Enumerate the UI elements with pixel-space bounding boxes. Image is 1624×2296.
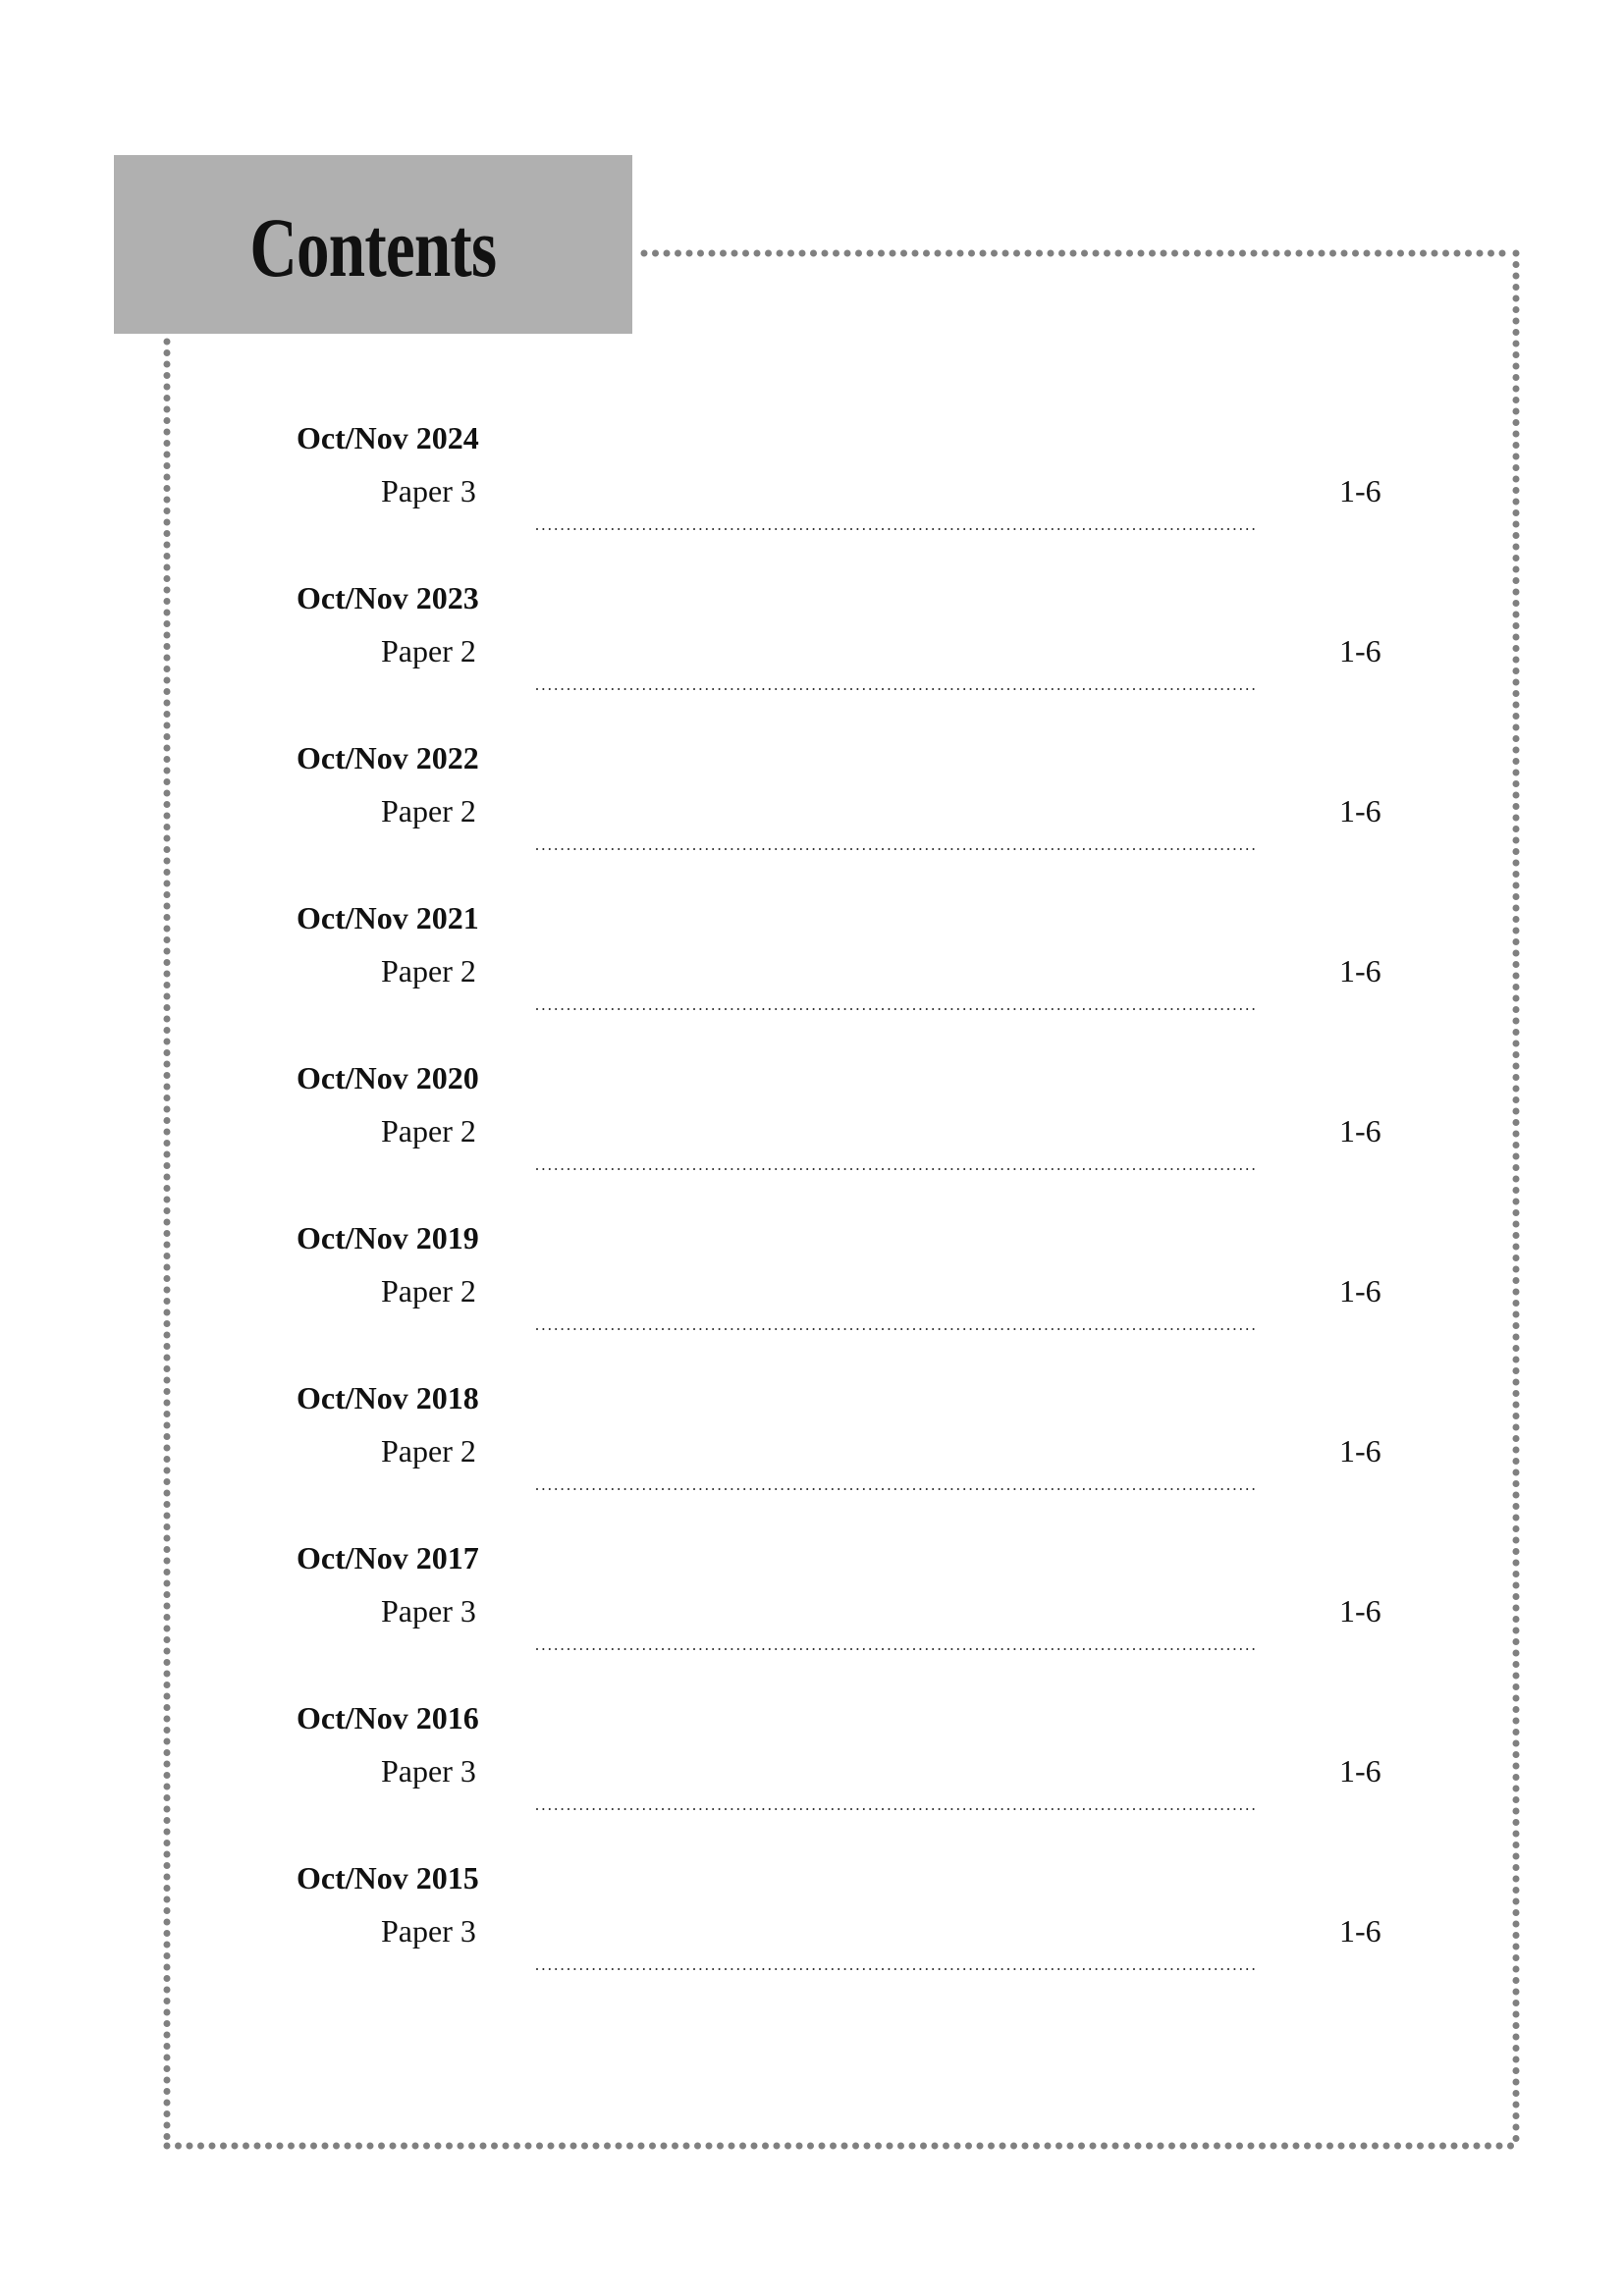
toc-list <box>297 416 1396 2016</box>
toc-dot-leader <box>536 659 1259 663</box>
toc-entry-heading: Oct/Nov 2017 <box>297 1540 479 1575</box>
toc-entry-heading: Oct/Nov 2022 <box>297 740 479 775</box>
toc-entry-row[interactable] <box>297 1429 1396 1472</box>
toc-entry-row[interactable] <box>297 1749 1396 1792</box>
toc-entry-pages: 1-6 <box>1339 1593 1381 1629</box>
toc-entry-heading: Oct/Nov 2023 <box>297 580 479 615</box>
toc-entry-row[interactable] <box>297 629 1396 672</box>
toc-entry <box>297 576 1396 736</box>
toc-entry-heading: Oct/Nov 2024 <box>297 420 479 455</box>
toc-entry-paper: Paper 2 <box>381 953 476 988</box>
dotted-border-top <box>640 247 1516 259</box>
toc-entry-heading: Oct/Nov 2021 <box>297 900 479 935</box>
page-title: Contents <box>249 200 497 294</box>
toc-entry-row[interactable] <box>297 949 1396 992</box>
toc-entry-heading: Oct/Nov 2016 <box>297 1700 479 1735</box>
toc-entry-paper: Paper 3 <box>381 1913 476 1949</box>
toc-entry-row[interactable] <box>297 1909 1396 1952</box>
toc-dot-leader <box>536 1619 1259 1623</box>
toc-entry-row[interactable] <box>297 1269 1396 1312</box>
title-box <box>114 155 632 334</box>
toc-entry-pages: 1-6 <box>1339 793 1381 828</box>
toc-dot-leader <box>536 1779 1259 1783</box>
toc-entry-paper: Paper 2 <box>381 793 476 828</box>
toc-entry-row[interactable] <box>297 1109 1396 1152</box>
toc-entry <box>297 736 1396 896</box>
toc-entry-paper: Paper 3 <box>381 473 476 508</box>
toc-entry <box>297 896 1396 1056</box>
toc-entry-pages: 1-6 <box>1339 1753 1381 1789</box>
toc-entry-paper: Paper 2 <box>381 633 476 668</box>
toc-entry-pages: 1-6 <box>1339 633 1381 668</box>
toc-entry-row[interactable] <box>297 789 1396 832</box>
toc-entry-paper: Paper 3 <box>381 1593 476 1629</box>
toc-entry-pages: 1-6 <box>1339 1913 1381 1949</box>
toc-dot-leader <box>536 1139 1259 1143</box>
toc-entry-row[interactable] <box>297 1589 1396 1632</box>
toc-entry-pages: 1-6 <box>1339 1113 1381 1148</box>
toc-dot-leader <box>536 1299 1259 1303</box>
toc-entry-heading: Oct/Nov 2019 <box>297 1220 479 1255</box>
toc-entry-pages: 1-6 <box>1339 473 1381 508</box>
toc-entry-paper: Paper 3 <box>381 1753 476 1789</box>
dotted-border-left <box>161 338 173 2152</box>
toc-entry <box>297 416 1396 576</box>
toc-entry <box>297 1536 1396 1696</box>
toc-dot-leader <box>536 499 1259 503</box>
toc-entry-heading: Oct/Nov 2020 <box>297 1060 479 1095</box>
toc-entry <box>297 1056 1396 1216</box>
toc-entry-heading: Oct/Nov 2018 <box>297 1380 479 1415</box>
dotted-border-bottom <box>161 2140 1522 2152</box>
toc-entry-pages: 1-6 <box>1339 1273 1381 1308</box>
toc-entry-heading: Oct/Nov 2015 <box>297 1860 479 1896</box>
dotted-border-right <box>1510 247 1522 2152</box>
toc-entry-paper: Paper 2 <box>381 1433 476 1468</box>
toc-entry-row[interactable] <box>297 469 1396 512</box>
toc-entry <box>297 1856 1396 2016</box>
toc-dot-leader <box>536 1939 1259 1943</box>
toc-dot-leader <box>536 819 1259 823</box>
toc-entry-paper: Paper 2 <box>381 1113 476 1148</box>
toc-dot-leader <box>536 979 1259 983</box>
toc-entry-pages: 1-6 <box>1339 953 1381 988</box>
toc-entry-pages: 1-6 <box>1339 1433 1381 1468</box>
toc-entry <box>297 1376 1396 1536</box>
toc-entry <box>297 1216 1396 1376</box>
toc-entry <box>297 1696 1396 1856</box>
toc-dot-leader <box>536 1459 1259 1463</box>
toc-entry-paper: Paper 2 <box>381 1273 476 1308</box>
